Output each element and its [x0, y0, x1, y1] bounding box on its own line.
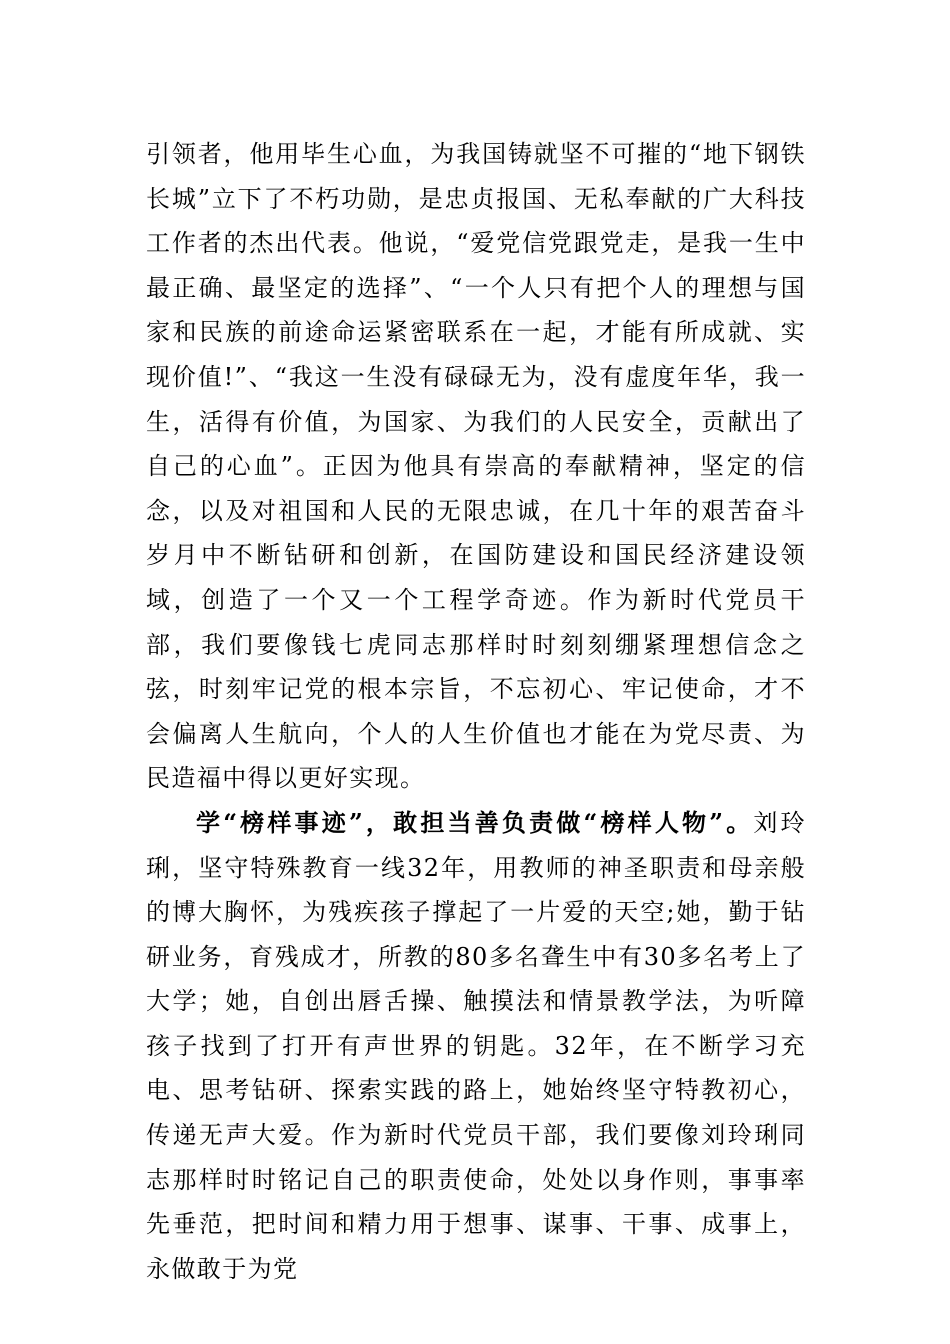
paragraph-text: 引领者，他用毕生心血，为我国铸就坚不可摧的“地下钢铁长城”立下了不朽功勋，是忠贞报国、无私奉献的广大科技工作者的杰出代表。他说，“爱党信党跟党走，是我一生中最正确、最坚定的选择”、“一个人只有把个人的理想与国家和民族的前途命运紧密联系在一起，才能有所成就、实现价值!”、“我这一生没有碌碌无为，没有虚度年华，我一生，活得有价值，为国家、为我们的人民安全，贡献出了自己的心血”。正因为他具有崇高的奉献精神，坚定的信念，以及对祖国和人民的无限忠诚，在几十年的艰苦奋斗岁月中不断钻研和创新，在国防建设和国民经济建设领域，创造了一个又一个工程学奇迹。作为新时代党员干部，我们要像钱七虎同志那样时时刻刻绷紧理想信念之弦，时刻牢记党的根本宗旨，不忘初心、牢记使命，才不会偏离人生航向，个人的人生价值也才能在为党尽责、为民造福中得以更好实现。: [146, 140, 806, 793]
paragraph-text: 刘玲琍，坚守特殊教育一线32年，用教师的神圣职责和母亲般的博大胸怀，为残疾孩子撑起了一片爱的天空;她，勤于钻研业务，育残成才，所教的80多名聋生中有30多名考上了大学；她，自创出唇舌操、触摸法和情景教学法，为听障孩子找到了打开有声世界的钥匙。32年，在不断学习充电、思考钻研、探索实践的路上，她始终坚守特教初心，传递无声大爱。作为新时代党员干部，我们要像刘玲琍同志那样时时铭记自己的职责使命，处处以身作则，事事率先垂范，把时间和精力用于想事、谋事、干事、成事上，永做敢于为党: [146, 808, 806, 1283]
paragraph-liu-lingli: [146, 801, 806, 1292]
paragraph-lead-heading: 学“榜样事迹”，敢担当善负责做“榜样人物”。: [196, 807, 754, 837]
document-page: [146, 132, 806, 1291]
paragraph-qian-qihu: [146, 132, 806, 801]
